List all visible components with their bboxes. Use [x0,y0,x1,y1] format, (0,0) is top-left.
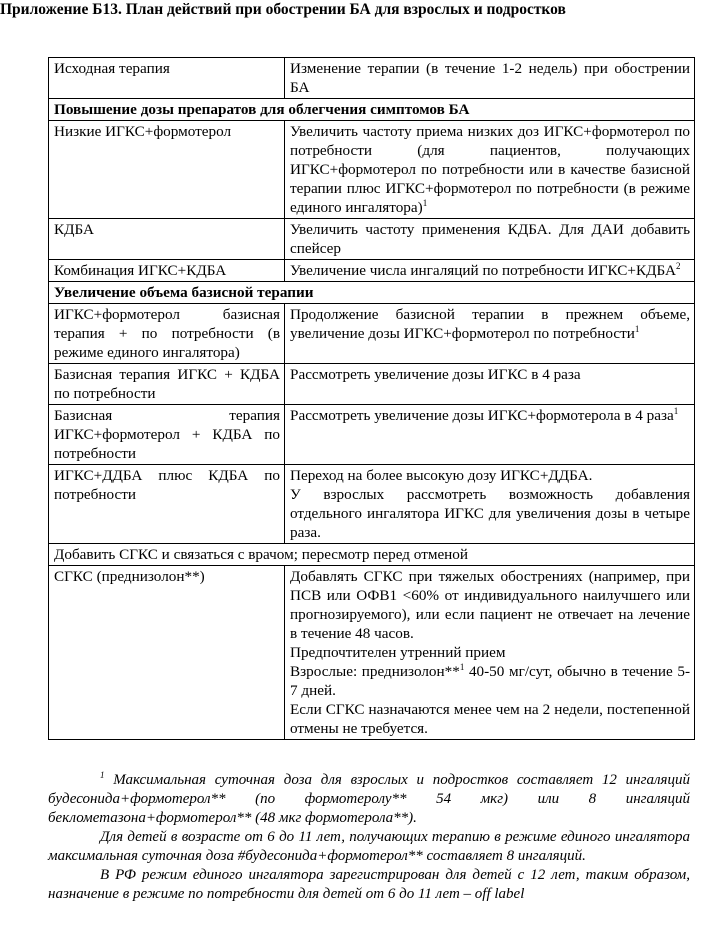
table-row [49,219,695,260]
footnote-ref: 1 [422,198,428,208]
therapy-cell: ИГКС+формотерол базисная терапия + по потребности (в режиме единого ингалятора) [49,304,285,364]
table-row [49,260,695,282]
sgks-note: Добавить СГКС и связаться с врачом; пересмотр перед отменой [49,544,695,566]
section-heading-relief: Повышение дозы препаратов для облегчения симптомов БА [49,99,695,121]
footnote-text: Максимальная суточная доза для взрослых и подростков составляет 12 ингаляций будесонида+формотерол** (по формотеролу** 54 мкг) или 8 ингаляций беклометазона+формотерол** (48 мкг формотерола**). [48,772,690,826]
therapy-cell: ИГКС+ДДБА плюс КДБА по потребности [49,465,285,544]
action-cell [285,465,695,544]
footnotes [48,771,690,904]
action-cell [285,405,695,465]
action-cell [285,260,695,282]
action-text: Продолжение базисной терапии в прежнем объеме, увеличение дозы ИГКС+формотерол по потребности [290,306,690,342]
footnote-ref: 1 [459,662,465,672]
footnote-ref: 1 [634,324,640,334]
footnote-3: В РФ режим единого ингалятора зарегистрирован для детей с 12 лет, таким образом, назначение в режиме по потребности для детей от 6 до 11 лет – off label [48,867,690,902]
action-paragraph [290,662,690,700]
table-header-row [49,58,695,99]
action-cell [285,121,695,219]
action-text: Рассмотреть увеличение дозы ИГКС в 4 раза [290,366,581,383]
section-heading-maintenance: Увеличение объема базисной терапии [49,282,695,304]
table-row [49,121,695,219]
therapy-cell: КДБА [49,219,285,260]
action-cell [285,566,695,740]
action-paragraph: Добавлять СГКС при тяжелых обострениях (например, при ПСВ или ОФВ1 <60% от индивидуального наилучшего или прогнозируемого), или если пациент не отвечает на лечение в течение 48 часов. [290,568,690,642]
action-text: Рассмотреть увеличение дозы ИГКС+формотерола в 4 раза [290,407,674,424]
table-row [49,465,695,544]
action-paragraph: Переход на более высокую дозу ИГКС+ДДБА. [290,467,593,484]
therapy-cell: Базисная терапия ИГКС + КДБА по потребности [49,364,285,405]
action-text: Увеличить частоту применения КДБА. Для ДАИ добавить спейсер [290,221,690,257]
action-paragraph: У взрослых рассмотреть возможность добавления отдельного ингалятора ИГКС для увеличения дозы в четыре раза. [290,486,690,541]
therapy-cell: Низкие ИГКС+формотерол [49,121,285,219]
page-title: Приложение Б13. План действий при обострении БА для взрослых и подростков [0,1,566,18]
footnote-ref: 1 [673,406,679,416]
section-row-relief [49,99,695,121]
section-row-maintenance [49,282,695,304]
action-paragraph: Если СГКС назначаются менее чем на 2 недели, постепенной отмены не требуется. [290,701,690,737]
footnote-ref: 2 [675,261,681,271]
footnote-2: Для детей в возрасте от 6 до 11 лет, получающих терапию в режиме единого ингалятора максимальная суточная доза #будесонида+формотерол** составляет 8 ингаляций. [48,829,690,864]
header-initial-therapy: Исходная терапия [49,58,285,99]
table-row [49,566,695,740]
action-text: Увеличить частоту приема низких доз ИГКС+формотерол по потребности (для пациентов, получающих ИГКС+формотерол по потребности или в качестве базисной терапии плюс ИГКС+формотерол по потребности (в режиме единого ингалятора) [290,123,690,216]
header-therapy-change: Изменение терапии (в течение 1-2 недель) при обострении БА [285,58,695,99]
table-row [49,364,695,405]
action-cell [285,364,695,405]
therapy-cell: СГКС (преднизолон**) [49,566,285,740]
sgks-note-row [49,544,695,566]
dose-text: Взрослые: преднизолон** [290,663,460,680]
therapy-cell: Базисная терапия ИГКС+формотерол + КДБА по потребности [49,405,285,465]
table-row [49,405,695,465]
table-row [49,304,695,364]
action-text: Увеличение числа ингаляций по потребности ИГКС+КДБА [290,262,676,279]
action-plan-table [48,57,695,740]
dose-text-cont: 40-50 мг/сут, обычно в течение 5-7 дней. [290,663,690,699]
action-cell [285,219,695,260]
action-paragraph: Предпочтителен утренний прием [290,644,506,661]
action-cell [285,304,695,364]
therapy-cell: Комбинация ИГКС+КДБА [49,260,285,282]
footnote-1 [48,771,690,828]
footnote-marker: 1 [100,770,105,780]
